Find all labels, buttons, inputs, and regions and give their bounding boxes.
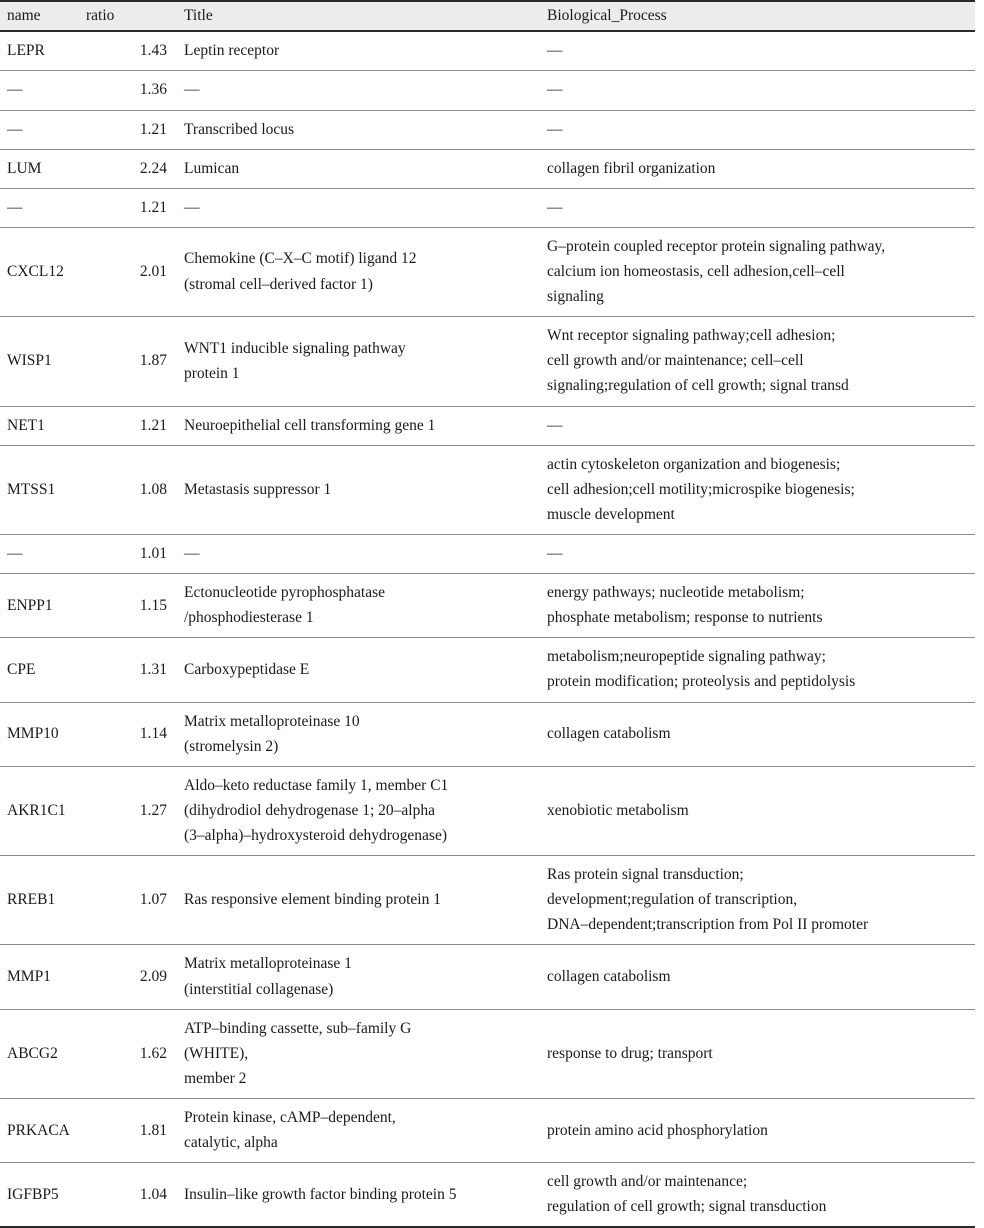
cell-title <box>176 317 538 406</box>
cell-biological-process <box>538 317 975 406</box>
cell-gene-name: NET1 <box>0 406 78 445</box>
title-lines <box>184 413 534 438</box>
title-lines <box>184 477 534 502</box>
cell-title <box>176 638 538 702</box>
cell-gene-name: MTSS1 <box>0 445 78 534</box>
cell-biological-process <box>538 1163 975 1228</box>
cell-biological-process <box>538 406 975 445</box>
table-row <box>0 1098 975 1162</box>
cell-ratio: 1.14 <box>78 702 176 766</box>
title-line: Chemokine (C–X–C motif) ligand 12 <box>184 250 417 268</box>
table-row <box>0 702 975 766</box>
cell-biological-process <box>538 766 975 855</box>
title-line: member 2 <box>184 1069 247 1087</box>
biological-process-line: — <box>547 42 563 60</box>
biological-process-lines <box>547 580 971 630</box>
biological-process-line: protein modification; proteolysis and peptidolysis <box>547 673 856 691</box>
cell-ratio: 1.31 <box>78 638 176 702</box>
title-line: (3–alpha)–hydroxysteroid dehydrogenase) <box>184 827 447 844</box>
table-row <box>0 227 975 316</box>
biological-process-line: cell adhesion;cell motility;microspike biogenesis; <box>547 480 855 498</box>
cell-ratio: 1.15 <box>78 574 176 638</box>
cell-biological-process <box>538 188 975 227</box>
title-line: Insulin–like growth factor binding protein 5 <box>184 1185 457 1203</box>
table-row <box>0 317 975 406</box>
cell-ratio: 1.21 <box>78 110 176 149</box>
biological-process-line: collagen catabolism <box>547 967 671 985</box>
cell-biological-process <box>538 445 975 534</box>
table-row <box>0 1009 975 1098</box>
title-line: — <box>184 545 200 563</box>
cell-title <box>176 766 538 855</box>
title-lines <box>184 709 534 759</box>
cell-biological-process <box>538 702 975 766</box>
biological-process-line: — <box>547 120 563 138</box>
title-line: protein 1 <box>184 364 240 382</box>
title-line: — <box>184 198 200 216</box>
cell-title <box>176 149 538 188</box>
table-row <box>0 149 975 188</box>
biological-process-lines <box>547 964 971 989</box>
cell-gene-name: — <box>0 188 78 227</box>
biological-process-line: Ras protein signal transduction; <box>547 866 744 884</box>
biological-process-lines <box>547 234 971 309</box>
column-header-ratio: ratio <box>78 1 176 31</box>
table-row <box>0 406 975 445</box>
cell-biological-process <box>538 71 975 110</box>
title-lines <box>184 38 534 63</box>
title-line: Matrix metalloproteinase 10 <box>184 712 360 730</box>
cell-gene-name: CPE <box>0 638 78 702</box>
cell-title <box>176 227 538 316</box>
table-row <box>0 535 975 574</box>
title-lines <box>184 541 534 566</box>
title-lines <box>184 77 534 102</box>
cell-title <box>176 110 538 149</box>
cell-title <box>176 445 538 534</box>
cell-ratio: 1.21 <box>78 188 176 227</box>
cell-gene-name: IGFBP5 <box>0 1163 78 1228</box>
cell-gene-name: MMP1 <box>0 945 78 1009</box>
table-row <box>0 574 975 638</box>
cell-title <box>176 535 538 574</box>
biological-process-lines <box>547 1118 971 1143</box>
cell-gene-name: WISP1 <box>0 317 78 406</box>
cell-title <box>176 31 538 71</box>
title-line: Aldo–keto reductase family 1, member C1 <box>184 776 449 794</box>
title-line: Ras responsive element binding protein 1 <box>184 891 441 909</box>
cell-title <box>176 188 538 227</box>
title-lines <box>184 117 534 142</box>
cell-gene-name: PRKACA <box>0 1098 78 1162</box>
biological-process-lines <box>547 195 971 220</box>
biological-process-lines <box>547 452 971 527</box>
table-header-row <box>0 1 975 31</box>
biological-process-line: cell growth and/or maintenance; <box>547 1173 748 1191</box>
biological-process-lines <box>547 644 971 694</box>
biological-process-line: — <box>547 198 563 216</box>
title-lines <box>184 657 534 682</box>
cell-gene-name: RREB1 <box>0 856 78 945</box>
cell-ratio: 1.07 <box>78 856 176 945</box>
cell-biological-process <box>538 638 975 702</box>
title-line: catalytic, alpha <box>184 1134 278 1152</box>
title-lines <box>184 1016 534 1091</box>
biological-process-line: signaling <box>547 288 604 306</box>
cell-ratio: 1.62 <box>78 1009 176 1098</box>
title-line: (interstitial collagenase) <box>184 980 334 998</box>
cell-title <box>176 406 538 445</box>
cell-ratio: 1.01 <box>78 535 176 574</box>
column-header-biological-process: Biological_Process <box>538 1 975 31</box>
biological-process-lines <box>547 798 971 823</box>
biological-process-line: — <box>547 416 563 434</box>
cell-ratio: 1.08 <box>78 445 176 534</box>
cell-title <box>176 702 538 766</box>
cell-biological-process <box>538 149 975 188</box>
cell-title <box>176 1009 538 1098</box>
table-row <box>0 945 975 1009</box>
cell-biological-process <box>538 31 975 71</box>
biological-process-line: Wnt receptor signaling pathway;cell adhesion; <box>547 327 836 345</box>
cell-gene-name: — <box>0 71 78 110</box>
biological-process-line: phosphate metabolism; response to nutrients <box>547 609 823 627</box>
biological-process-lines <box>547 1041 971 1066</box>
title-lines <box>184 1105 534 1155</box>
table-row <box>0 766 975 855</box>
table-row <box>0 110 975 149</box>
cell-gene-name: ENPP1 <box>0 574 78 638</box>
cell-biological-process <box>538 227 975 316</box>
title-line: Matrix metalloproteinase 1 <box>184 955 352 973</box>
title-line: Leptin receptor <box>184 42 280 60</box>
biological-process-line: muscle development <box>547 505 675 523</box>
biological-process-lines <box>547 862 971 937</box>
title-line: ATP–binding cassette, sub–family G <box>184 1019 412 1037</box>
cell-gene-name: — <box>0 110 78 149</box>
cell-biological-process <box>538 1098 975 1162</box>
cell-ratio: 1.27 <box>78 766 176 855</box>
biological-process-lines <box>547 721 971 746</box>
biological-process-line: cell growth and/or maintenance; cell–cell <box>547 352 804 370</box>
title-line: (dihydrodiol dehydrogenase 1; 20–alpha <box>184 801 435 819</box>
title-lines <box>184 1182 534 1207</box>
cell-title <box>176 945 538 1009</box>
title-line: (WHITE), <box>184 1044 249 1062</box>
table-row <box>0 638 975 702</box>
cell-gene-name: AKR1C1 <box>0 766 78 855</box>
cell-gene-name: CXCL12 <box>0 227 78 316</box>
title-line: Metastasis suppressor 1 <box>184 480 332 498</box>
biological-process-lines <box>547 1169 971 1219</box>
cell-biological-process <box>538 1009 975 1098</box>
biological-process-line: collagen fibril organization <box>547 159 716 177</box>
title-line: /phosphodiesterase 1 <box>184 609 314 627</box>
cell-gene-name: MMP10 <box>0 702 78 766</box>
cell-title <box>176 1098 538 1162</box>
biological-process-lines <box>547 156 971 181</box>
biological-process-line: G–protein coupled receptor protein signaling pathway, <box>547 237 886 255</box>
biological-process-lines <box>547 541 971 566</box>
cell-ratio: 1.43 <box>78 31 176 71</box>
table-row <box>0 188 975 227</box>
biological-process-line: DNA–dependent;transcription from Pol II promoter <box>547 916 869 934</box>
cell-ratio: 2.09 <box>78 945 176 1009</box>
biological-process-line: protein amino acid phosphorylation <box>547 1121 768 1139</box>
title-line: (stromal cell–derived factor 1) <box>184 275 373 293</box>
title-line: Neuroepithelial cell transforming gene 1 <box>184 416 436 434</box>
title-line: Transcribed locus <box>184 120 295 138</box>
cell-biological-process <box>538 856 975 945</box>
biological-process-line: regulation of cell growth; signal transduction <box>547 1198 827 1216</box>
cell-ratio: 1.87 <box>78 317 176 406</box>
cell-ratio: 1.36 <box>78 71 176 110</box>
table-header <box>0 1 975 31</box>
biological-process-line: — <box>547 81 563 99</box>
title-lines <box>184 951 534 1001</box>
cell-title <box>176 574 538 638</box>
title-lines <box>184 156 534 181</box>
title-lines <box>184 336 534 386</box>
cell-biological-process <box>538 945 975 1009</box>
cell-ratio: 1.21 <box>78 406 176 445</box>
cell-biological-process <box>538 110 975 149</box>
cell-ratio: 2.24 <box>78 149 176 188</box>
cell-gene-name: — <box>0 535 78 574</box>
cell-biological-process <box>538 535 975 574</box>
title-lines <box>184 887 534 912</box>
cell-ratio: 2.01 <box>78 227 176 316</box>
column-header-name: name <box>0 1 78 31</box>
column-header-title: Title <box>176 1 538 31</box>
cell-title <box>176 71 538 110</box>
biological-process-line: development;regulation of transcription, <box>547 891 798 909</box>
biological-process-line: collagen catabolism <box>547 725 671 743</box>
title-lines <box>184 246 534 296</box>
table-row <box>0 445 975 534</box>
biological-process-line: — <box>547 545 563 563</box>
title-line: — <box>184 81 200 99</box>
biological-process-line: metabolism;neuropeptide signaling pathway; <box>547 648 826 666</box>
cell-ratio: 1.81 <box>78 1098 176 1162</box>
title-line: Carboxypeptidase E <box>184 660 310 678</box>
title-line: Ectonucleotide pyrophosphatase <box>184 584 386 602</box>
title-lines <box>184 195 534 220</box>
biological-process-lines <box>547 323 971 398</box>
table-body <box>0 31 975 1227</box>
biological-process-lines <box>547 413 971 438</box>
cell-gene-name: ABCG2 <box>0 1009 78 1098</box>
table-row <box>0 71 975 110</box>
cell-title <box>176 1163 538 1228</box>
cell-biological-process <box>538 574 975 638</box>
biological-process-line: response to drug; transport <box>547 1044 713 1062</box>
cell-ratio: 1.04 <box>78 1163 176 1228</box>
biological-process-lines <box>547 77 971 102</box>
biological-process-line: xenobiotic metabolism <box>547 801 689 819</box>
cell-gene-name: LUM <box>0 149 78 188</box>
title-lines <box>184 580 534 630</box>
title-line: Protein kinase, cAMP–dependent, <box>184 1108 396 1126</box>
title-line: Lumican <box>184 159 240 177</box>
cell-gene-name: LEPR <box>0 31 78 71</box>
table-row <box>0 31 975 71</box>
biological-process-line: actin cytoskeleton organization and biogenesis; <box>547 455 841 473</box>
biological-process-line: calcium ion homeostasis, cell adhesion,cell–cell <box>547 263 845 281</box>
biological-process-line: signaling;regulation of cell growth; signal transd <box>547 377 849 395</box>
title-line: (stromelysin 2) <box>184 737 279 755</box>
biological-process-lines <box>547 117 971 142</box>
biological-process-line: energy pathways; nucleotide metabolism; <box>547 584 805 602</box>
title-line: WNT1 inducible signaling pathway <box>184 339 406 357</box>
title-lines <box>184 773 534 848</box>
biological-process-lines <box>547 38 971 63</box>
table-row <box>0 1163 975 1228</box>
table-row <box>0 856 975 945</box>
cell-title <box>176 856 538 945</box>
